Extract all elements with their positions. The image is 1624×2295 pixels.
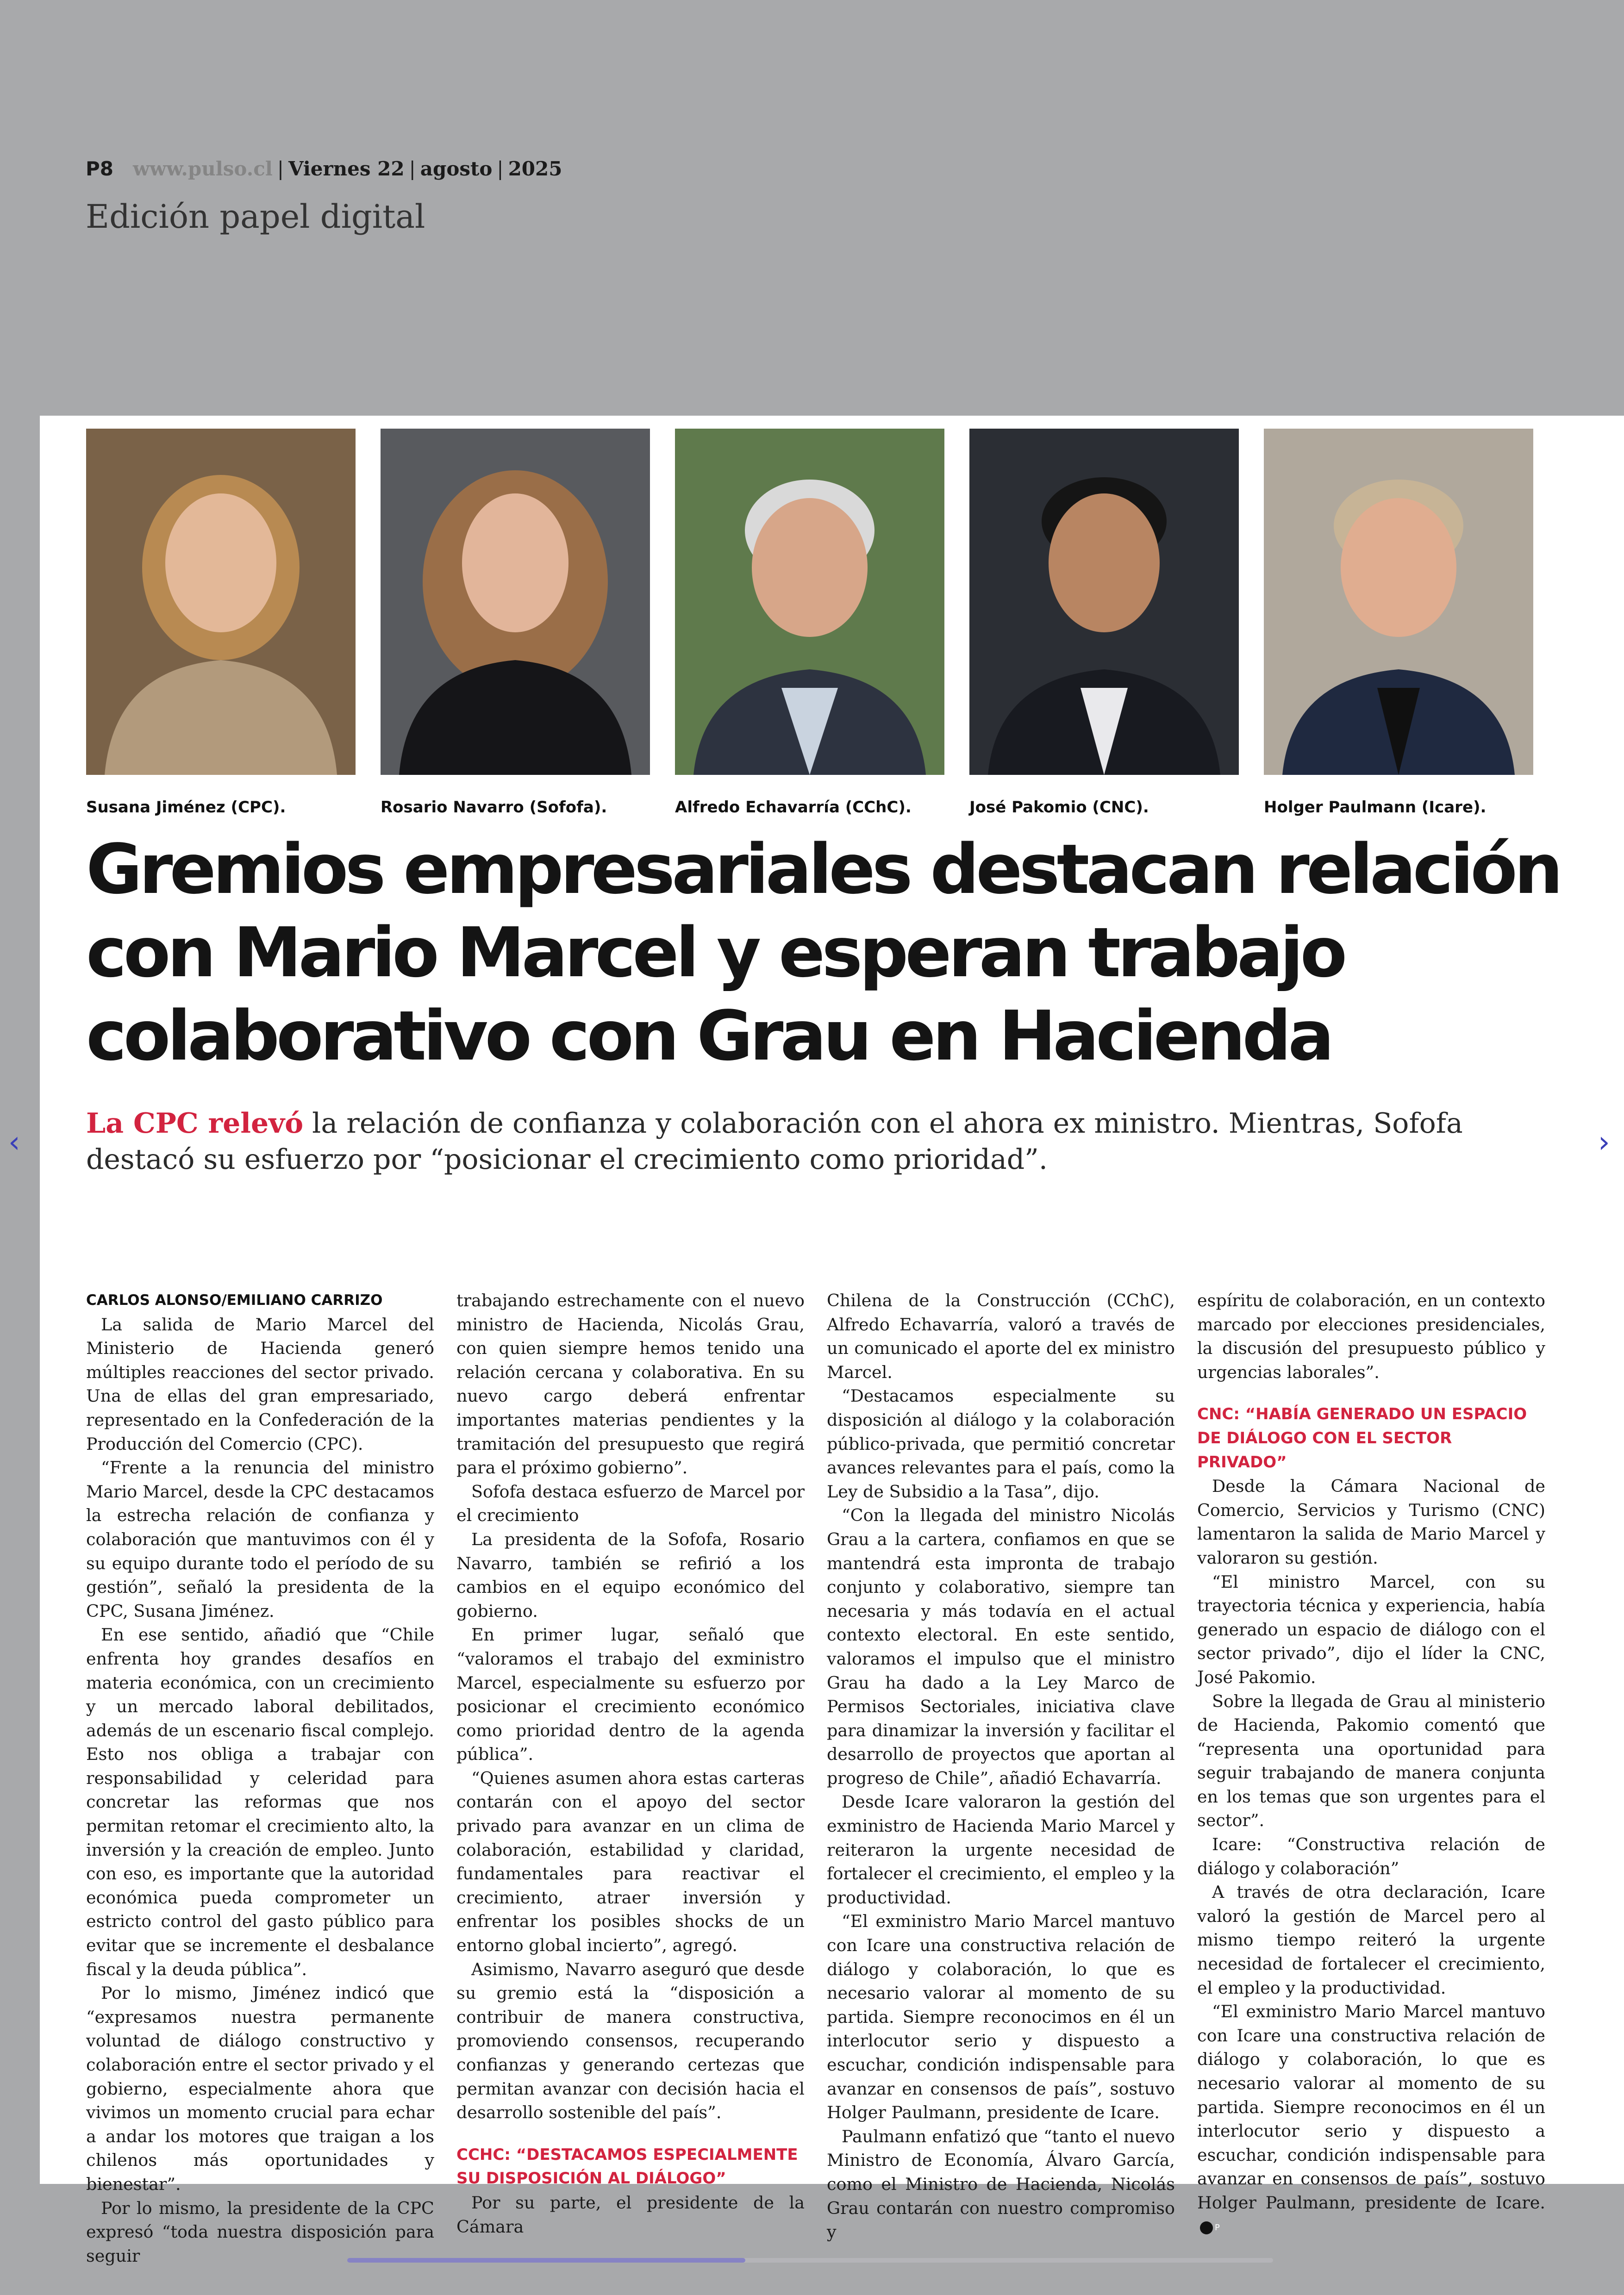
portrait-photo-4 bbox=[969, 429, 1239, 775]
page-number: P8 bbox=[86, 157, 114, 180]
paragraph: Sobre la llegada de Grau al ministerio de Hacienda, Pakomio comentó que “representa una oportunidad para seguir trabajando de manera conjunta en los temas que son urgentes para el sector”. bbox=[1197, 1691, 1545, 1831]
article-headline: Gremios empresariales destacan relación con Mario Marcel y esperan trabajo colaborativo con Grau en Hacienda bbox=[86, 829, 1560, 1076]
paragraph: En ese sentido, añadió que “Chile enfrenta hoy grandes desafíos en materia económica, con un crecimiento y un mercado laboral debilitados, además de un escenario fiscal complejo. Esto nos obliga a trabajar con responsabilidad y celeridad para concretar las reformas que nos permitan retomar el crecimiento alto, la inversión y la creación de empleo. Junto con eso, es importante que la autoridad económica pueda comprometer un estricto control del gasto público para evitar que se incremente el desbalance fiscal y la deuda pública”. bbox=[86, 1625, 434, 1979]
chevron-right-icon[interactable]: › bbox=[1598, 1125, 1610, 1160]
portrait-photo-2 bbox=[381, 429, 650, 775]
paragraph: espíritu de colaboración, en un contexto marcado por elecciones presidenciales, la discusión del presupuesto público y urgencias laborales”. bbox=[1197, 1291, 1545, 1382]
caption-1: Susana Jiménez (CPC). bbox=[86, 798, 286, 817]
paragraph: “El exministro Mario Marcel mantuvo con Icare una constructiva relación de diálogo y colaboración, lo que es necesario valorar al momento de su partida. Siempre reconocimos en él un interlocutor serio y dispuesto a escuchar, condición indispensable para avanzar en consensos de país”, sostuvo Holger Paulmann, presidente de Icare. bbox=[827, 1911, 1175, 2123]
byline: CARLOS ALONSO/EMILIANO CARRIZO bbox=[86, 1292, 383, 1309]
paragraph: En primer lugar, señaló que “valoramos el trabajo del exministro Marcel, especialmente su esfuerzo por posicionar el crecimiento económico como prioridad dentro de la agenda pública”. bbox=[456, 1625, 805, 1765]
text-column-4 bbox=[1197, 1289, 1545, 2239]
paragraph: La salida de Mario Marcel del Ministerio de Hacienda generó múltiples reacciones del sector privado. Una de ellas del gran empresariado, representado en la Confederación de la Producción del Comercio (CPC). bbox=[86, 1314, 434, 1454]
paragraph: “El ministro Marcel, con su trayectoria técnica y experiencia, había generado un espacio de diálogo con el sector privado”, dijo el líder la CNC, José Pakomio. bbox=[1197, 1572, 1545, 1687]
paragraph: Por su parte, el presidente de la Cámara bbox=[456, 2192, 805, 2237]
subhead-cnc: CNC: “HABÍA GENERADO UN ESPACIO DE DIÁLOGO CON EL SECTOR PRIVADO” bbox=[1197, 1405, 1527, 1472]
subhead-cchc: CCHC: “DESTACAMOS ESPECIALMENTE SU DISPOSICIÓN AL DIÁLOGO” bbox=[456, 2145, 798, 2188]
caption-4: José Pakomio (CNC). bbox=[969, 798, 1149, 817]
page-header bbox=[86, 157, 562, 236]
paragraph: Sofofa destaca esfuerzo de Marcel por el crecimiento bbox=[456, 1481, 805, 1526]
paragraph: Asimismo, Navarro aseguró que desde su gremio está la “disposición a contribuir de manera constructiva, promoviendo consensos, recuperando confianzas y generando certezas que permitan avanzar con decisión hacia el desarrollo sostenible del país”. bbox=[456, 1959, 805, 2123]
paragraph: Desde Icare valoraron la gestión del exministro de Hacienda Mario Marcel y reiteraron la urgente necesidad de fortalecer el crecimiento, el empleo y la productividad. bbox=[827, 1792, 1175, 1908]
paragraph: Por lo mismo, la presidente de la CPC expresó “toda nuestra disposición para seguir bbox=[86, 2198, 434, 2266]
paragraph: “Quienes asumen ahora estas carteras contarán con el apoyo del sector privado para avanzar en un clima de colaboración, estabilidad y claridad, fundamentales para reactivar el crecimiento, atraer inversión y enfrentar los posibles shocks de un entorno global incierto”, agregó. bbox=[456, 1768, 805, 1956]
paragraph: Paulmann enfatizó que “tanto el nuevo Ministro de Economía, Álvaro García, como el Ministro de Hacienda, Nicolás Grau contarán con nuestro compromiso y bbox=[827, 2126, 1175, 2242]
caption-2: Rosario Navarro (Sofofa). bbox=[381, 798, 607, 817]
paragraph: Icare: “Constructiva relación de diálogo y colaboración” bbox=[1197, 1834, 1545, 1878]
caption-3: Alfredo Echavarría (CChC). bbox=[675, 798, 912, 817]
folio-line: P8 www.pulso.cl | Viernes 22 | agosto | 2025 bbox=[86, 157, 562, 180]
paragraph-final bbox=[1197, 2000, 1545, 2239]
reading-progress-fill bbox=[347, 2258, 745, 2263]
paragraph: A través de otra declaración, Icare valoró la gestión de Marcel pero al mismo tiempo reiteró la urgente necesidad de fortalecer el crecimiento, el empleo y la productividad. bbox=[1197, 1882, 1545, 1998]
deck-text: la relación de confianza y colaboración con el ahora ex ministro. Mientras, Sofofa destacó su esfuerzo por “posicionar el crecimiento como prioridad”. bbox=[86, 1107, 1463, 1176]
date-month: agosto bbox=[420, 157, 493, 180]
text-column-1 bbox=[86, 1289, 434, 2268]
website-link[interactable]: www.pulso.cl bbox=[133, 157, 273, 180]
date-year: 2025 bbox=[508, 157, 562, 180]
paragraph: “Frente a la renuncia del ministro Mario Marcel, desde la CPC destacamos la estrecha relación de confianza y colaboración que mantuvimos con él y su equipo durante todo el período de su gestión”, señaló la presidenta de la CPC, Susana Jiménez. bbox=[86, 1458, 434, 1621]
portrait-photo-1 bbox=[86, 429, 356, 775]
deck-lead: La CPC relevó bbox=[86, 1107, 304, 1140]
paragraph: “Destacamos especialmente su disposición al diálogo y la colaboración público-privada, que permitió concretar avances relevantes para el país, como la Ley de Subsidio a la Tasa”, dijo. bbox=[827, 1386, 1175, 1502]
portrait-photo-5 bbox=[1264, 429, 1533, 775]
reading-progress-bar[interactable] bbox=[347, 2258, 1273, 2263]
paragraph: trabajando estrechamente con el nuevo ministro de Hacienda, Nicolás Grau, con quien siempre hemos tenido una relación cercana y colaborativa. En su nuevo cargo deberá enfrentar importantes materias pendientes y la tramitación del presupuesto que regirá para el próximo gobierno”. bbox=[456, 1291, 805, 1478]
portrait-photo-3 bbox=[675, 429, 944, 775]
article-deck bbox=[86, 1105, 1568, 1178]
paragraph: Chilena de la Construcción (CChC), Alfredo Echavarría, valoró a través de un comunicado el aporte del ex ministro Marcel. bbox=[827, 1291, 1175, 1382]
edition-label: Edición papel digital bbox=[86, 198, 425, 236]
paragraph: Desde la Cámara Nacional de Comercio, Servicios y Turismo (CNC) lamentaron la salida de Mario Marcel y valoraron su gestión. bbox=[1197, 1476, 1545, 1568]
paragraph: Por lo mismo, Jiménez indicó que “expresamos nuestra permanente voluntad de diálogo constructivo y colaboración entre el sector privado y el gobierno, especialmente ahora que vivimos un momento crucial para echar a andar los motores que traigan a los chilenos más oportunidades y bienestar”. bbox=[86, 1983, 434, 2194]
paragraph: “Con la llegada del ministro Nicolás Grau a la cartera, confiamos en que se mantendrá esta impronta de trabajo conjunto y colaborativo, siempre tan necesaria y más todavía en el actual contexto electoral. En este sentido, valoramos el impulso que el ministro Grau ha dado a la Ley Marco de Permisos Sectoriales, iniciativa clave para dinamizar la inversión y facilitar el desarrollo de proyectos que aportan al progreso de Chile”, añadió Echavarría. bbox=[827, 1505, 1175, 1788]
caption-5: Holger Paulmann (Icare). bbox=[1264, 798, 1487, 817]
date-day: Viernes 22 bbox=[288, 157, 405, 180]
end-mark-icon: P bbox=[1200, 2221, 1213, 2234]
paragraph-text: “El exministro Mario Marcel mantuvo con Icare una constructiva relación de diálogo y colaboración, lo que es necesario valorar al momento de su partida. Siempre reconocimos en él un interlocutor serio y dispuesto a escuchar, condición indispensable para avanzar en consensos de país”, sostuvo Holger Paulmann, presidente de Icare. bbox=[1197, 2002, 1545, 2213]
chevron-left-icon[interactable]: ‹ bbox=[8, 1125, 20, 1160]
text-column-2 bbox=[456, 1289, 805, 2239]
newspaper-page bbox=[40, 416, 1624, 2266]
text-column-3 bbox=[827, 1289, 1175, 2244]
paragraph: La presidenta de la Sofofa, Rosario Navarro, también se refirió a los cambios en el equipo económico del gobierno. bbox=[456, 1529, 805, 1621]
